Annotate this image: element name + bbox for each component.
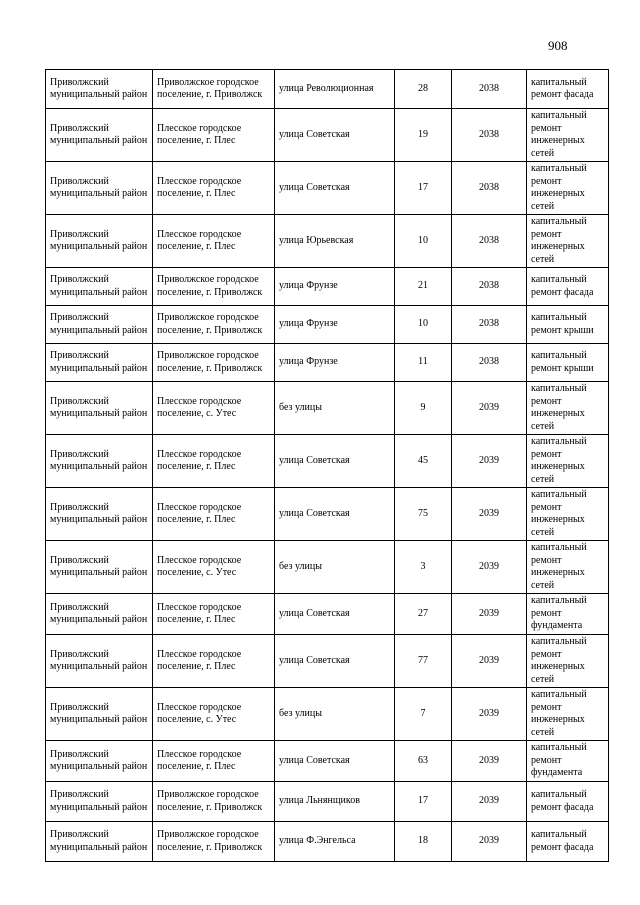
district-cell: Приволжский муниципальный район xyxy=(46,268,153,306)
repair-schedule-table xyxy=(45,69,609,862)
year-cell: 2038 xyxy=(452,306,527,344)
street-cell: улица Ф.Энгельса xyxy=(275,822,395,862)
district-cell: Приволжский муниципальный район xyxy=(46,741,153,782)
year-cell: 2039 xyxy=(452,541,527,594)
table-row xyxy=(46,109,609,162)
work-type-cell: капитальный ремонт инженерных сетей xyxy=(527,488,609,541)
settlement-cell: Плесское городское поселение, г. Плес xyxy=(153,594,275,635)
settlement-cell: Плесское городское поселение, г. Плес xyxy=(153,435,275,488)
table-row xyxy=(46,215,609,268)
work-type-cell: капитальный ремонт фасада xyxy=(527,822,609,862)
street-cell: улица Советская xyxy=(275,635,395,688)
settlement-cell: Плесское городское поселение, г. Плес xyxy=(153,215,275,268)
house-number-cell: 11 xyxy=(395,344,452,382)
work-type-cell: капитальный ремонт инженерных сетей xyxy=(527,435,609,488)
street-cell: улица Фрунзе xyxy=(275,344,395,382)
street-cell: улица Советская xyxy=(275,488,395,541)
year-cell: 2038 xyxy=(452,344,527,382)
house-number-cell: 28 xyxy=(395,70,452,109)
work-type-cell: капитальный ремонт фундамента xyxy=(527,741,609,782)
settlement-cell: Плесское городское поселение, с. Утес xyxy=(153,541,275,594)
house-number-cell: 45 xyxy=(395,435,452,488)
settlement-cell: Приволжское городское поселение, г. Приволжск xyxy=(153,822,275,862)
settlement-cell: Плесское городское поселение, г. Плес xyxy=(153,635,275,688)
year-cell: 2039 xyxy=(452,435,527,488)
year-cell: 2038 xyxy=(452,109,527,162)
settlement-cell: Плесское городское поселение, г. Плес xyxy=(153,109,275,162)
year-cell: 2039 xyxy=(452,382,527,435)
settlement-cell: Приволжское городское поселение, г. Приволжск xyxy=(153,70,275,109)
year-cell: 2039 xyxy=(452,822,527,862)
work-type-cell: капитальный ремонт инженерных сетей xyxy=(527,541,609,594)
table-row xyxy=(46,435,609,488)
settlement-cell: Плесское городское поселение, г. Плес xyxy=(153,162,275,215)
table-row xyxy=(46,488,609,541)
work-type-cell: капитальный ремонт крыши xyxy=(527,344,609,382)
table-body xyxy=(46,70,609,862)
street-cell: улица Революционная xyxy=(275,70,395,109)
table-row xyxy=(46,635,609,688)
settlement-cell: Плесское городское поселение, с. Утес xyxy=(153,688,275,741)
street-cell: улица Советская xyxy=(275,741,395,782)
house-number-cell: 3 xyxy=(395,541,452,594)
street-cell: улица Фрунзе xyxy=(275,306,395,344)
year-cell: 2038 xyxy=(452,268,527,306)
table-row xyxy=(46,162,609,215)
settlement-cell: Приволжское городское поселение, г. Приволжск xyxy=(153,782,275,822)
year-cell: 2038 xyxy=(452,70,527,109)
house-number-cell: 77 xyxy=(395,635,452,688)
table-row xyxy=(46,594,609,635)
table-row xyxy=(46,344,609,382)
settlement-cell: Плесское городское поселение, г. Плес xyxy=(153,488,275,541)
district-cell: Приволжский муниципальный район xyxy=(46,435,153,488)
table-row xyxy=(46,268,609,306)
district-cell: Приволжский муниципальный район xyxy=(46,594,153,635)
settlement-cell: Приволжское городское поселение, г. Приволжск xyxy=(153,268,275,306)
settlement-cell: Плесское городское поселение, с. Утес xyxy=(153,382,275,435)
district-cell: Приволжский муниципальный район xyxy=(46,162,153,215)
house-number-cell: 27 xyxy=(395,594,452,635)
work-type-cell: капитальный ремонт инженерных сетей xyxy=(527,109,609,162)
house-number-cell: 63 xyxy=(395,741,452,782)
work-type-cell: капитальный ремонт крыши xyxy=(527,306,609,344)
district-cell: Приволжский муниципальный район xyxy=(46,382,153,435)
street-cell: улица Советская xyxy=(275,435,395,488)
house-number-cell: 9 xyxy=(395,382,452,435)
street-cell: без улицы xyxy=(275,688,395,741)
work-type-cell: капитальный ремонт фундамента xyxy=(527,594,609,635)
settlement-cell: Плесское городское поселение, г. Плес xyxy=(153,741,275,782)
work-type-cell: капитальный ремонт инженерных сетей xyxy=(527,382,609,435)
year-cell: 2039 xyxy=(452,741,527,782)
work-type-cell: капитальный ремонт фасада xyxy=(527,268,609,306)
house-number-cell: 75 xyxy=(395,488,452,541)
settlement-cell: Приволжское городское поселение, г. Приволжск xyxy=(153,306,275,344)
district-cell: Приволжский муниципальный район xyxy=(46,344,153,382)
street-cell: без улицы xyxy=(275,541,395,594)
year-cell: 2039 xyxy=(452,688,527,741)
district-cell: Приволжский муниципальный район xyxy=(46,635,153,688)
table-row xyxy=(46,741,609,782)
house-number-cell: 19 xyxy=(395,109,452,162)
house-number-cell: 18 xyxy=(395,822,452,862)
house-number-cell: 7 xyxy=(395,688,452,741)
district-cell: Приволжский муниципальный район xyxy=(46,70,153,109)
table-row xyxy=(46,782,609,822)
district-cell: Приволжский муниципальный район xyxy=(46,109,153,162)
house-number-cell: 17 xyxy=(395,162,452,215)
street-cell: без улицы xyxy=(275,382,395,435)
year-cell: 2039 xyxy=(452,782,527,822)
year-cell: 2038 xyxy=(452,162,527,215)
street-cell: улица Юрьевская xyxy=(275,215,395,268)
district-cell: Приволжский муниципальный район xyxy=(46,541,153,594)
house-number-cell: 10 xyxy=(395,306,452,344)
page-number: 908 xyxy=(548,38,568,53)
house-number-cell: 17 xyxy=(395,782,452,822)
table-row xyxy=(46,688,609,741)
street-cell: улица Льнянщиков xyxy=(275,782,395,822)
year-cell: 2038 xyxy=(452,215,527,268)
table-row xyxy=(46,541,609,594)
district-cell: Приволжский муниципальный район xyxy=(46,782,153,822)
work-type-cell: капитальный ремонт фасада xyxy=(527,782,609,822)
work-type-cell: капитальный ремонт фасада xyxy=(527,70,609,109)
work-type-cell: капитальный ремонт инженерных сетей xyxy=(527,215,609,268)
table-row xyxy=(46,382,609,435)
year-cell: 2039 xyxy=(452,635,527,688)
table-row xyxy=(46,306,609,344)
street-cell: улица Советская xyxy=(275,594,395,635)
district-cell: Приволжский муниципальный район xyxy=(46,488,153,541)
district-cell: Приволжский муниципальный район xyxy=(46,688,153,741)
street-cell: улица Советская xyxy=(275,109,395,162)
work-type-cell: капитальный ремонт инженерных сетей xyxy=(527,162,609,215)
settlement-cell: Приволжское городское поселение, г. Приволжск xyxy=(153,344,275,382)
district-cell: Приволжский муниципальный район xyxy=(46,215,153,268)
table-row xyxy=(46,822,609,862)
table-row xyxy=(46,70,609,109)
street-cell: улица Советская xyxy=(275,162,395,215)
district-cell: Приволжский муниципальный район xyxy=(46,822,153,862)
work-type-cell: капитальный ремонт инженерных сетей xyxy=(527,635,609,688)
year-cell: 2039 xyxy=(452,488,527,541)
house-number-cell: 21 xyxy=(395,268,452,306)
district-cell: Приволжский муниципальный район xyxy=(46,306,153,344)
year-cell: 2039 xyxy=(452,594,527,635)
street-cell: улица Фрунзе xyxy=(275,268,395,306)
house-number-cell: 10 xyxy=(395,215,452,268)
work-type-cell: капитальный ремонт инженерных сетей xyxy=(527,688,609,741)
